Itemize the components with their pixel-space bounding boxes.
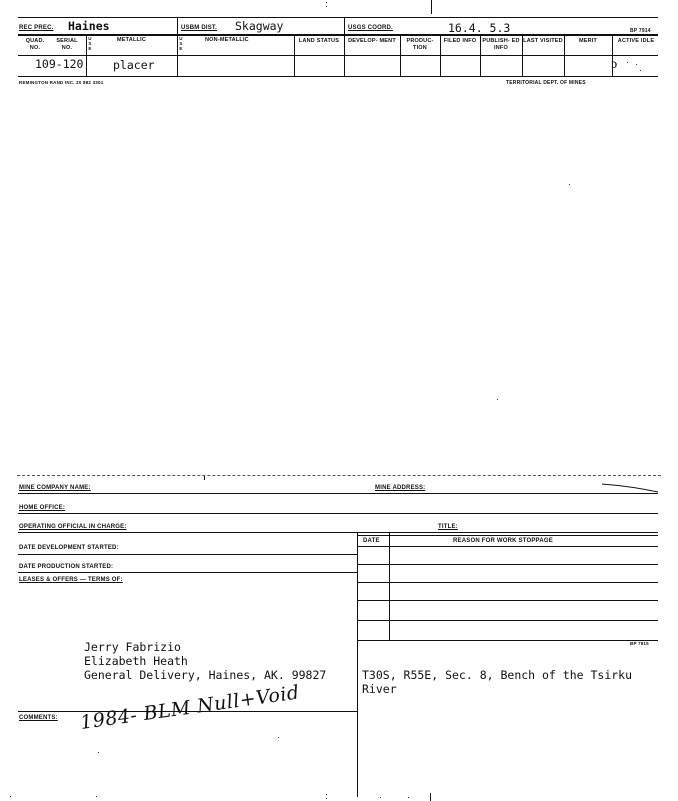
scan-speck [636, 64, 637, 65]
quad-no-header: QUAD. NO. [25, 38, 45, 51]
row-rule [18, 513, 658, 514]
table-rule [357, 535, 658, 536]
department-imprint: TERRITORIAL DEPT. OF MINES [506, 80, 586, 86]
divider [344, 17, 345, 34]
scan-speck [326, 794, 327, 795]
top-border [18, 17, 658, 18]
printer-imprint: REMINGTON RAND INC. 20 882 3301 [19, 80, 104, 85]
active-idle-header: ACTIVE IDLE [617, 38, 655, 44]
scan-speck [640, 70, 641, 71]
scan-speck [96, 796, 97, 797]
use-header: U S E [88, 36, 92, 51]
row-rule [18, 572, 357, 573]
row-rule [18, 55, 658, 56]
table-column-divider [389, 533, 390, 641]
scribble-mark [600, 478, 660, 494]
production-header: PRODUC- TION [406, 38, 434, 51]
non-metallic-header: NON-METALLIC [205, 37, 249, 43]
published-info-header: PUBLISH- ED INFO [482, 38, 520, 51]
scan-speck [408, 797, 409, 798]
table-rule [357, 564, 658, 565]
land-status-header: LAND STATUS [298, 38, 340, 44]
table-border [357, 533, 358, 641]
leases-line: Jerry Fabrizio [84, 640, 181, 654]
date-column-header: DATE [363, 538, 380, 544]
merit-mark: ↄ [611, 56, 618, 72]
scan-speck [380, 797, 381, 798]
leases-line: General Delivery, Haines, AK. 99827 [84, 668, 327, 682]
divider [177, 17, 178, 34]
metallic-header: METALLIC [117, 37, 146, 43]
usgs-coord-label: USGS COORD. [348, 25, 393, 31]
comments-label: COMMENTS: [19, 715, 58, 721]
scan-speck [569, 184, 570, 185]
scan-mark [430, 793, 431, 801]
row-rule [18, 554, 357, 555]
operating-official-label: OPERATING OFFICIAL IN CHARGE: [19, 524, 127, 530]
table-rule [357, 546, 658, 547]
scan-mark [431, 0, 432, 14]
mine-address-label: MINE ADDRESS: [375, 485, 426, 491]
scan-speck [497, 399, 498, 400]
scan-speck [98, 752, 99, 753]
date-development-started-label: DATE DEVELOPMENT STARTED: [19, 545, 119, 551]
merit-header: MERIT [578, 38, 598, 44]
form-number-bottom: BP 7915 [630, 641, 649, 646]
reason-column-header: REASON FOR WORK STOPPAGE [453, 538, 553, 544]
header-rule [18, 34, 658, 36]
development-header: DEVELOP- MENT [348, 38, 396, 44]
mine-company-name-label: MINE COMPANY NAME: [19, 485, 91, 491]
table-rule [357, 640, 658, 641]
usgs-coord-value: 16.4. 5.3 [448, 21, 511, 35]
table-rule [357, 600, 658, 601]
scan-speck [278, 737, 279, 738]
center-divider [357, 641, 358, 797]
home-office-label: HOME OFFICE: [19, 505, 66, 511]
card-edge [17, 475, 661, 476]
serial-no-header: SERIAL NO. [56, 38, 78, 51]
scan-speck [326, 6, 327, 7]
use-header: U S E [179, 36, 183, 51]
rec-prec-value: Haines [68, 19, 110, 33]
row-rule [18, 532, 658, 533]
scan-mark [204, 476, 205, 480]
metallic-value: placer [113, 58, 155, 72]
date-production-started-label: DATE PRODUCTION STARTED: [19, 564, 114, 570]
location-line: T30S, R55E, Sec. 8, Bench of the Tsirku [362, 668, 633, 682]
usbm-dist-label: USBM DIST. [181, 25, 218, 31]
scan-speck [10, 796, 11, 797]
title-label: TITLE: [438, 524, 458, 530]
filed-info-header: FILED INFO [443, 38, 477, 44]
leases-line: Elizabeth Heath [84, 654, 188, 668]
handwritten-comment: 1984- BLM Null+Void [78, 681, 301, 734]
scan-speck [627, 62, 628, 63]
table-rule [357, 582, 658, 583]
usbm-dist-value: Skagway [235, 19, 284, 33]
row-rule [18, 493, 658, 494]
location-line: River [362, 682, 397, 696]
leases-offers-label: LEASES & OFFERS — TERMS OF: [19, 577, 123, 583]
last-visited-header: LAST VISITED [523, 38, 563, 44]
quad-serial-value: 109-120 [35, 57, 84, 71]
form-number: BP 7914 [630, 28, 651, 34]
rec-prec-label: REC PREC. [19, 25, 54, 31]
scan-speck [326, 2, 327, 3]
table-rule [357, 620, 658, 621]
scan-speck [326, 798, 327, 799]
bottom-rule [18, 76, 658, 77]
